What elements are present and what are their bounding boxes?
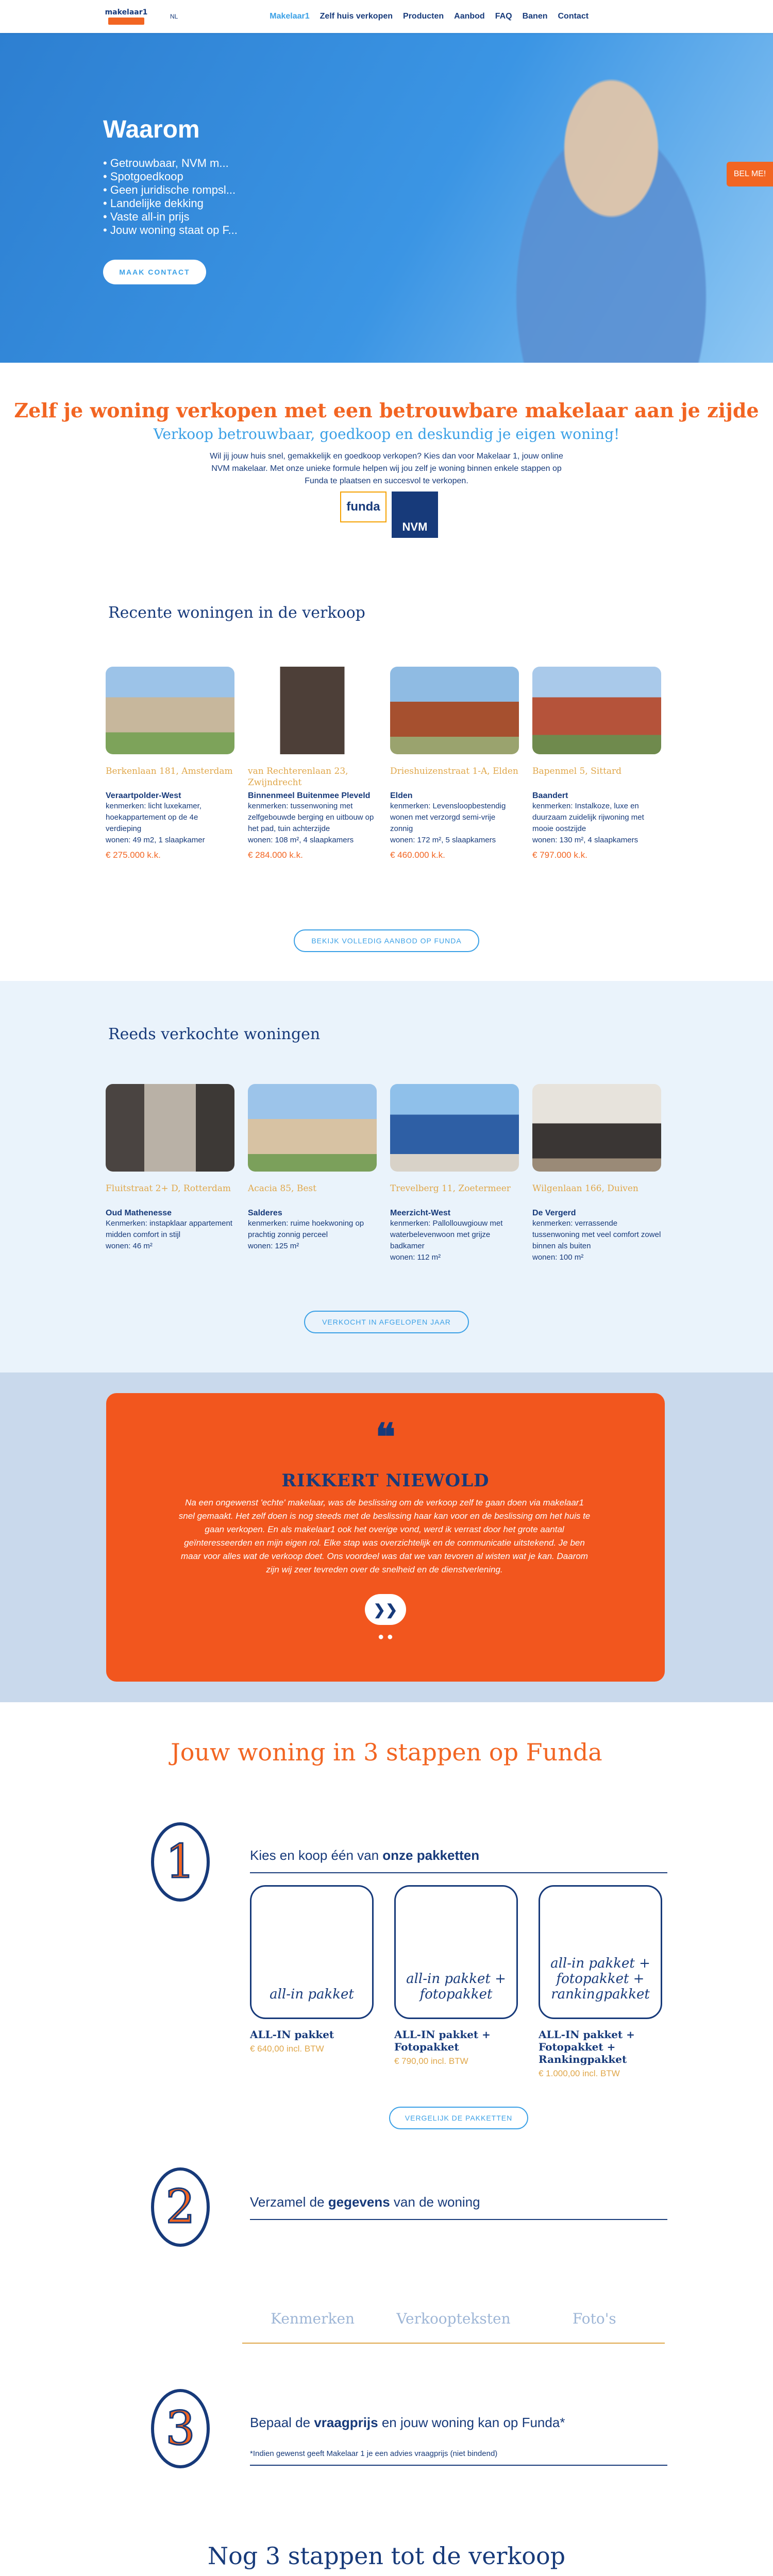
listing-card[interactable] bbox=[532, 667, 661, 860]
package-name: ALL-IN pakket + Fotopakket + Rankingpakket bbox=[539, 2028, 635, 2065]
data-tabs bbox=[242, 2310, 665, 2344]
logo-bed-icon bbox=[108, 18, 144, 25]
step-3-bold: vraagprijs bbox=[314, 2415, 378, 2430]
steps-title-2: Nog 3 stappen tot de verkoop bbox=[207, 2542, 566, 2570]
site-logo[interactable] bbox=[103, 6, 149, 27]
listing-size: wonen: 172 m², 5 slaapkamers bbox=[390, 836, 496, 844]
listing-address: Drieshuizenstraat 1-A, Elden bbox=[390, 766, 518, 776]
menu-item-zelf-huis-verkopen[interactable]: Zelf huis verkopen bbox=[320, 12, 393, 21]
package-allin-art[interactable] bbox=[250, 1885, 374, 2019]
sold-features: kenmerken: Pallollouwgiouw met waterbelevenwoon met grijze badkamer bbox=[390, 1219, 503, 1250]
listing-address: van Rechterenlaan 23, Zwijndrecht bbox=[248, 766, 348, 788]
hero-title: Waarom bbox=[103, 116, 200, 143]
listing-cards bbox=[106, 667, 661, 860]
package-name: ALL-IN pakket bbox=[250, 2028, 334, 2041]
listing-card[interactable] bbox=[106, 667, 234, 860]
view-all-funda-button[interactable]: BEKIJK VOLLEDIG AANBOD OP FUNDA bbox=[294, 929, 479, 952]
listing-photo[interactable] bbox=[106, 667, 234, 754]
listing-card[interactable] bbox=[390, 667, 519, 860]
listing-photo[interactable] bbox=[532, 667, 661, 754]
funda-logo: funda bbox=[340, 492, 386, 522]
step-2-text: Verzamel de bbox=[250, 2194, 328, 2210]
hero-benefit: • Spotgoedkoop bbox=[103, 170, 238, 183]
hero-benefit: • Geen juridische rompsl... bbox=[103, 183, 238, 197]
intro-title: Zelf je woning verkopen met een betrouwbare makelaar aan je zijde bbox=[14, 399, 759, 422]
listing-price: € 275.000 k.k. bbox=[106, 850, 161, 860]
tab-verkoopteksten[interactable]: Verkoopteksten bbox=[396, 2310, 511, 2327]
testimonial-card bbox=[106, 1393, 665, 1682]
sold-listings-section bbox=[0, 981, 773, 1372]
step-3-text-end: en jouw woning kan op Funda* bbox=[378, 2415, 565, 2430]
sold-card[interactable] bbox=[532, 1084, 661, 1263]
hero-benefits-list bbox=[103, 157, 238, 237]
sold-size: wonen: 112 m² bbox=[390, 1253, 441, 1262]
menu-item-banen[interactable]: Banen bbox=[522, 12, 548, 21]
carousel-dots[interactable]: ● ● bbox=[378, 1631, 393, 1642]
package-price: € 790,00 incl. BTW bbox=[394, 2056, 468, 2066]
listing-features: kenmerken: tussenwoning met zelfgebouwde berging en uitbouw op het pad, tuin achterzijde bbox=[248, 802, 374, 833]
package-name: ALL-IN pakket + Fotopakket bbox=[394, 2028, 491, 2053]
testimonial-text: Na een ongewenst 'echte' makelaar, was de beslissing om de verkoop zelf te gaan doen via makelaar1 snel gemaakt. Het zelf doen is nog steeds met de beslissing haar kan voor en de beslissing om het huis te gaan verkopen. En als makelaar1 ook het overige vond, werd ik verrast door het grote aantal geïnteresseerden en mijn eigen rol. Elke stap was overzichtelijk en de communicatie uitstekend. Je ben maar voor alles wat de verkoop doet. Ons voordeel was dat we van tevoren al wisten wat je kan. Daarom zijn wij zeer tevreden over de snelheid en de dienstverlening. bbox=[178, 1498, 591, 1574]
next-testimonial-button[interactable]: ❯❯ bbox=[365, 1594, 406, 1625]
sold-features: kenmerken: verrassende tussenwoning met veel comfort zowel binnen als buiten bbox=[532, 1219, 661, 1250]
step-2-number: 2 bbox=[165, 2180, 195, 2234]
sold-address: Trevelberg 11, Zoetermeer bbox=[390, 1183, 511, 1194]
listing-area: Elden bbox=[390, 791, 413, 800]
hero-benefit: • Jouw woning staat op F... bbox=[103, 224, 238, 237]
step-1-number: 1 bbox=[165, 1835, 195, 1889]
sold-area: Oud Mathenesse bbox=[106, 1209, 172, 1217]
sold-area: De Vergerd bbox=[532, 1209, 576, 1217]
hero-benefit: • Getrouwbaar, NVM m... bbox=[103, 157, 238, 170]
top-navigation bbox=[0, 0, 773, 33]
listing-area: Baandert bbox=[532, 791, 568, 800]
badges bbox=[340, 492, 438, 538]
step-1-heading bbox=[250, 1848, 479, 1863]
hero-benefit: • Vaste all-in prijs bbox=[103, 210, 238, 224]
sold-photo[interactable] bbox=[248, 1084, 377, 1172]
intro-body: Wil jij jouw huis snel, gemakkelijk en goedkoop verkopen? Kies dan voor Makelaar 1, jouw online NVM makelaar. Met onze unieke formule helpen wij jou zelf je woning binnen enkele stappen op Funda te plaatsen en succesvol te verkopen. bbox=[210, 452, 563, 485]
sold-cards bbox=[106, 1084, 661, 1263]
listing-size: wonen: 130 m², 4 slaapkamers bbox=[532, 836, 638, 844]
hero-person-image bbox=[464, 33, 732, 363]
package-art-text: all-in pakket + fotopakket bbox=[406, 1971, 506, 2002]
sold-listings-title: Reeds verkochte woningen bbox=[108, 1025, 321, 1043]
sold-size: wonen: 46 m² bbox=[106, 1242, 153, 1250]
sold-address: Wilgenlaan 166, Duiven bbox=[532, 1183, 638, 1194]
step-3-underline bbox=[250, 2465, 667, 2466]
listing-photo[interactable] bbox=[248, 667, 377, 754]
step-1-bold: onze pakketten bbox=[382, 1848, 480, 1863]
listing-price: € 460.000 k.k. bbox=[390, 850, 445, 860]
package-allin-foto-art[interactable] bbox=[394, 1885, 518, 2019]
listing-address: Berkenlaan 181, Amsterdam bbox=[106, 766, 233, 776]
testimonial-section bbox=[0, 1372, 773, 1702]
menu-item-makelaar1[interactable]: Makelaar1 bbox=[270, 12, 310, 21]
sold-photo[interactable] bbox=[106, 1084, 234, 1172]
menu-item-aanbod[interactable]: Aanbod bbox=[454, 12, 485, 21]
language-switch[interactable]: NL bbox=[170, 13, 178, 20]
hero-benefit: • Landelijke dekking bbox=[103, 197, 238, 210]
listing-address: Bapenmel 5, Sittard bbox=[532, 766, 622, 776]
sold-area: Meerzicht-West bbox=[390, 1209, 451, 1217]
intro-subtitle: Verkoop betrouwbaar, goedkoop en deskundig je eigen woning! bbox=[153, 426, 620, 443]
sold-address: Acacia 85, Best bbox=[248, 1183, 316, 1194]
sold-photo[interactable] bbox=[532, 1084, 661, 1172]
step-3-text: Bepaal de bbox=[250, 2415, 314, 2430]
price-advice-note: *Indien gewenst geeft Makelaar 1 je een advies vraagprijs (niet bindend) bbox=[250, 2449, 498, 2458]
sold-area: Salderes bbox=[248, 1209, 282, 1217]
step-2-bold: gegevens bbox=[328, 2194, 390, 2210]
contact-button[interactable]: MAAK CONTACT bbox=[103, 260, 206, 284]
package-allin[interactable] bbox=[250, 1885, 384, 2054]
package-price: € 1.000,00 incl. BTW bbox=[539, 2069, 620, 2078]
package-allin-foto-ranking[interactable] bbox=[539, 1885, 673, 2079]
step-1-icon bbox=[149, 1821, 211, 1903]
menu-item-producten[interactable]: Producten bbox=[403, 12, 444, 21]
sold-photo[interactable] bbox=[390, 1084, 519, 1172]
step-2-text-end: van de woning bbox=[390, 2194, 480, 2210]
listing-price: € 284.000 k.k. bbox=[248, 850, 303, 860]
listing-size: wonen: 49 m2, 1 slaapkamer bbox=[106, 836, 205, 844]
listing-features: kenmerken: Instalkoze, luxe en duurzaam zuidelijk rijwoning met mooie oostzijde bbox=[532, 802, 644, 833]
hero-banner bbox=[0, 33, 773, 363]
quote-icon: ❝ bbox=[375, 1417, 396, 1458]
sold-address: Fluitstraat 2+ D, Rotterdam bbox=[106, 1183, 231, 1194]
listing-photo[interactable] bbox=[390, 667, 519, 754]
compare-packages-button[interactable]: VERGELIJK DE PAKKETTEN bbox=[389, 2107, 528, 2129]
sold-features: Kenmerken: instapklaar appartement midden comfort in stijl bbox=[106, 1219, 232, 1239]
listing-features: kenmerken: Levensloopbestendig wonen met verzorgd semi-vrije zonnig bbox=[390, 802, 506, 833]
steps-section bbox=[0, 1702, 773, 2576]
recent-listings-section bbox=[0, 558, 773, 981]
step-1-underline bbox=[250, 1872, 667, 1873]
sold-size: wonen: 125 m² bbox=[248, 1242, 299, 1250]
sold-size: wonen: 100 m² bbox=[532, 1253, 584, 1262]
listing-price: € 797.000 k.k. bbox=[532, 850, 587, 860]
listing-area: Veraartpolder-West bbox=[106, 791, 181, 800]
recent-listings-title: Recente woningen in de verkoop bbox=[108, 604, 365, 622]
sold-last-year-button[interactable]: VERKOCHT IN AFGELOPEN JAAR bbox=[304, 1311, 469, 1333]
package-art-text: all-in pakket bbox=[270, 1987, 354, 2002]
steps-title: Jouw woning in 3 stappen op Funda bbox=[171, 1738, 602, 1766]
nvm-logo: NVM bbox=[392, 492, 438, 538]
listing-card[interactable] bbox=[248, 667, 377, 860]
step-3-heading bbox=[250, 2415, 565, 2431]
step-2-heading bbox=[250, 2194, 480, 2210]
package-allin-foto[interactable] bbox=[394, 1885, 528, 2066]
logo-text: makelaar1 bbox=[105, 8, 148, 16]
listing-size: wonen: 108 m², 4 slaapkamers bbox=[248, 836, 354, 844]
listing-features: kenmerken: licht luxekamer, hoekappartement op de 4e verdieping bbox=[106, 802, 201, 833]
step-3-number: 3 bbox=[165, 2401, 195, 2455]
step-2-icon bbox=[149, 2166, 211, 2248]
testimonial-author: RIKKERT NIEWOLD bbox=[281, 1470, 490, 1491]
step-1-text: Kies en koop één van bbox=[250, 1848, 383, 1863]
menu-item-contact[interactable]: Contact bbox=[558, 12, 589, 21]
tab-kenmerken[interactable]: Kenmerken bbox=[271, 2310, 355, 2327]
package-price: € 640,00 incl. BTW bbox=[250, 2044, 324, 2054]
listing-area: Binnenmeel Buitenmee Pleveld bbox=[248, 791, 371, 800]
main-menu bbox=[270, 12, 589, 21]
sold-card[interactable] bbox=[390, 1084, 519, 1263]
tab-fotos[interactable]: Foto's bbox=[572, 2310, 616, 2327]
sold-features: kenmerken: ruime hoekwoning op prachtig zonnig perceel bbox=[248, 1219, 364, 1239]
sold-card[interactable] bbox=[248, 1084, 377, 1263]
intro-section bbox=[0, 363, 773, 558]
step-3-icon bbox=[149, 2387, 211, 2470]
package-allin-foto-ranking-art[interactable] bbox=[539, 1885, 662, 2019]
sold-card[interactable] bbox=[106, 1084, 234, 1263]
call-me-tab[interactable]: BEL ME! bbox=[727, 162, 773, 187]
menu-item-faq[interactable]: FAQ bbox=[495, 12, 512, 21]
step-2-underline bbox=[250, 2219, 667, 2220]
package-art-text: all-in pakket + fotopakket + rankingpakket bbox=[550, 1956, 650, 2002]
